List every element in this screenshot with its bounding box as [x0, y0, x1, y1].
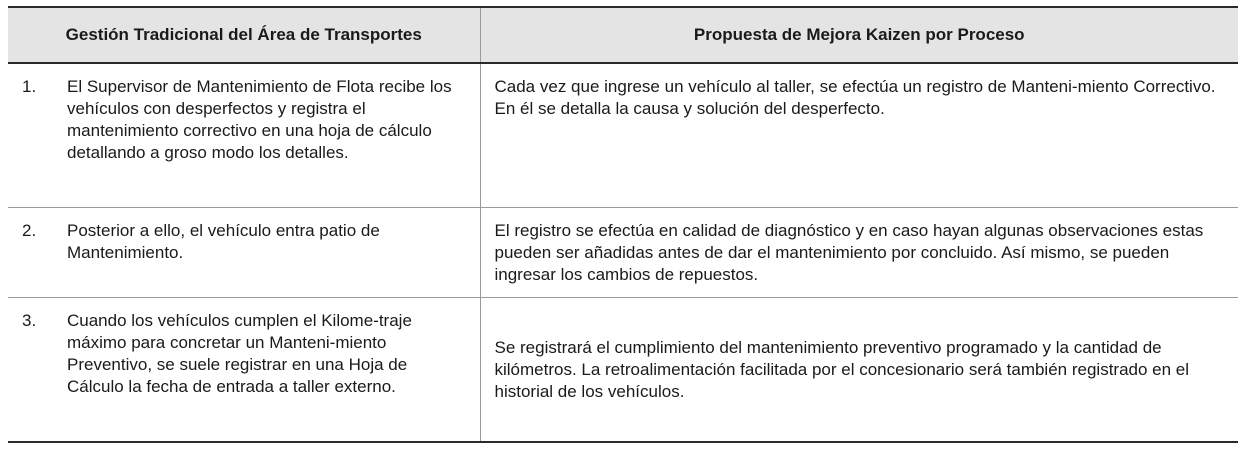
table-row	[8, 208, 1238, 298]
proposal-cell	[480, 208, 1238, 298]
header-traditional: Gestión Tradicional del Área de Transportes	[8, 7, 480, 63]
traditional-cell	[8, 298, 480, 443]
comparison-table	[8, 6, 1238, 443]
traditional-text: Cuando los vehículos cumplen el Kilome-traje máximo para concretar un Manteni-miento Preventivo, se suele registrar en una Hoja de Cálculo la fecha de entrada a taller externo.	[67, 311, 412, 396]
proposal-cell	[480, 298, 1238, 443]
row-number: 3.	[22, 311, 37, 330]
row-number: 1.	[22, 77, 37, 96]
proposal-cell	[480, 63, 1238, 208]
table-row	[8, 298, 1238, 443]
header-proposal: Propuesta de Mejora Kaizen por Proceso	[480, 7, 1238, 63]
table-row	[8, 63, 1238, 208]
proposal-text: Se registrará el cumplimiento del mantenimiento preventivo programado y la cantidad de kilómetros. La retroalimentación facilitada por el concesionario será también registrado en el historial de los vehículos.	[494, 337, 1190, 401]
traditional-text: Posterior a ello, el vehículo entra patio de Mantenimiento.	[67, 221, 380, 262]
table-header-row	[8, 7, 1238, 63]
traditional-cell	[8, 208, 480, 298]
row-number: 2.	[22, 221, 37, 240]
traditional-cell	[8, 63, 480, 208]
traditional-text: El Supervisor de Mantenimiento de Flota recibe los vehículos con desperfectos y registra el mantenimiento correctivo en una hoja de cálculo detallando a groso modo los detalles.	[67, 77, 452, 162]
proposal-text: El registro se efectúa en calidad de diagnóstico y en caso hayan algunas observaciones estas pueden ser añadidas antes de dar el mantenimiento por concluido. Así mismo, se pueden ingresar los cambios de repuestos.	[494, 221, 1204, 284]
proposal-text: Cada vez que ingrese un vehículo al taller, se efectúa un registro de Manteni-miento Correctivo. En él se detalla la causa y solución del desperfecto.	[494, 77, 1216, 118]
